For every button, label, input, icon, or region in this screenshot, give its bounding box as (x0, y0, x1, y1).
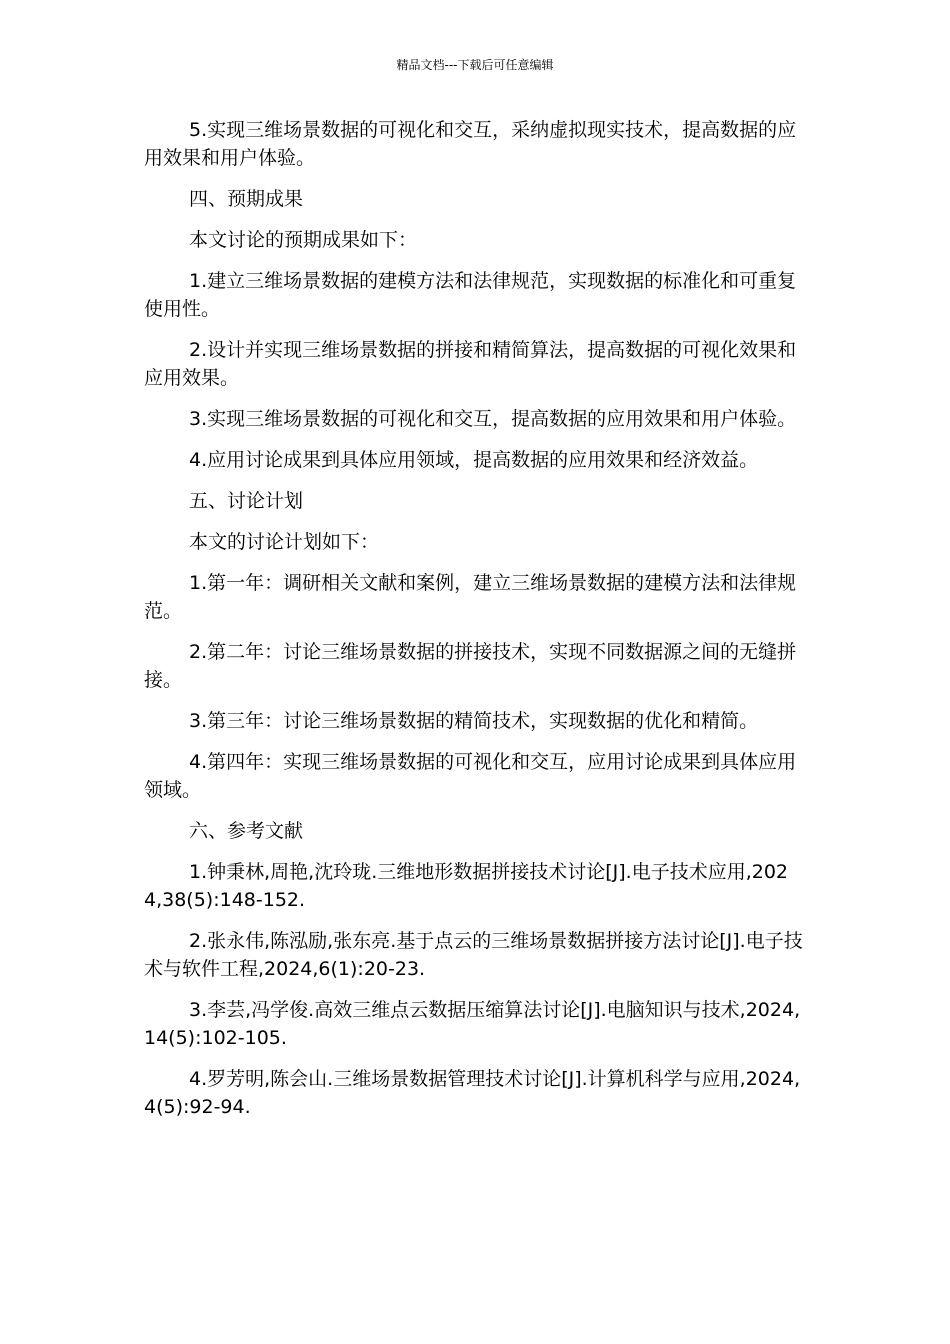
section-heading-expected-results: 四、预期成果 (189, 188, 304, 210)
reference-4: 4.罗芳明,陈会山.三维场景数据管理技术讨论[J].计算机科学与应用,2024,4(5):92-94. (144, 1068, 801, 1118)
reference-3: 3.李芸,冯学俊.高效三维点云数据压缩算法讨论[J].电脑知识与技术,2024,14(5):102-105. (144, 999, 801, 1049)
paragraph-plan-year-1: 1.第一年：调研相关文献和案例，建立三维场景数据的建模方法和法律规范。 (144, 572, 797, 622)
reference-1: 1.钟秉林,周艳,沈玲珑.三维地形数据拼接技术讨论[J].电子技术应用,2024,38(5):148-152. (144, 861, 789, 911)
paragraph-plan-intro: 本文的讨论计划如下： (189, 531, 380, 553)
paragraph-goal-5: 5.实现三维场景数据的可视化和交互，采纳虚拟现实技术，提高数据的应用效果和用户体验。 (144, 119, 797, 169)
paragraph-results-intro: 本文讨论的预期成果如下： (189, 229, 418, 251)
section-heading-research-plan: 五、讨论计划 (189, 490, 304, 512)
paragraph-plan-year-4: 4.第四年：实现三维场景数据的可视化和交互，应用讨论成果到具体应用领域。 (144, 751, 797, 801)
paragraph-plan-year-3: 3.第三年：讨论三维场景数据的精简技术，实现数据的优化和精简。 (189, 710, 759, 732)
paragraph-result-3: 3.实现三维场景数据的可视化和交互，提高数据的应用效果和用户体验。 (189, 408, 797, 430)
paragraph-result-1: 1.建立三维场景数据的建模方法和法律规范，实现数据的标准化和可重复使用性。 (144, 270, 797, 320)
paragraph-plan-year-2: 2.第二年：讨论三维场景数据的拼接技术，实现不同数据源之间的无缝拼接。 (144, 641, 797, 691)
reference-2: 2.张永伟,陈泓励,张东亮.基于点云的三维场景数据拼接方法讨论[J].电子技术与软件工程,2024,6(1):20-23. (144, 930, 803, 980)
section-heading-references: 六、参考文献 (189, 820, 304, 842)
paragraph-result-2: 2.设计并实现三维场景数据的拼接和精简算法，提高数据的可视化效果和应用效果。 (144, 339, 797, 389)
paragraph-result-4: 4.应用讨论成果到具体应用领域，提高数据的应用效果和经济效益。 (189, 449, 759, 471)
page-header: 精品文档---下载后可任意编辑 (396, 58, 554, 72)
document-body (144, 116, 806, 1134)
